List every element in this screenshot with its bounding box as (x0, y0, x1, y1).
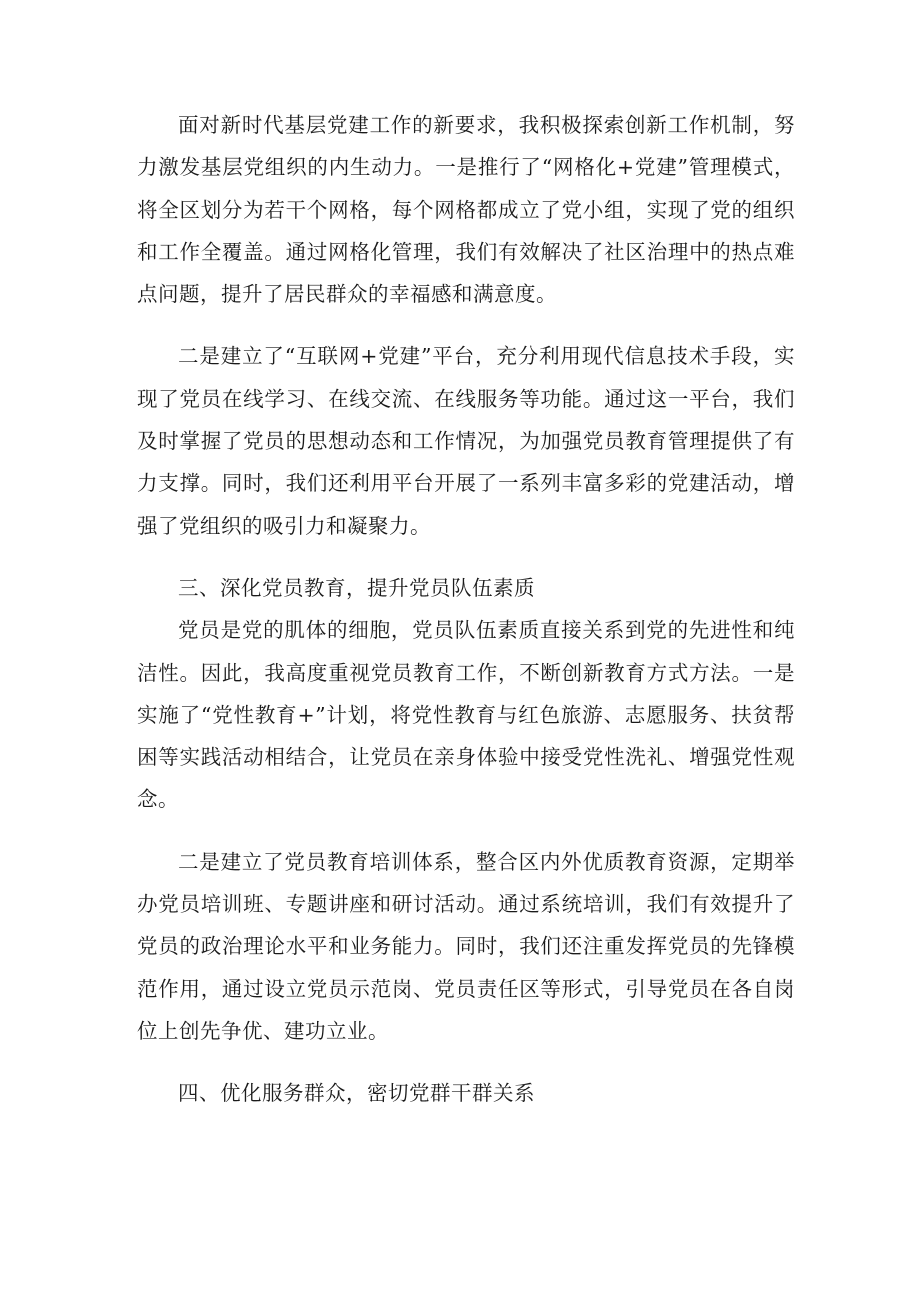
section-heading-3: 三、深化党员教育，提升党员队伍素质 (178, 575, 535, 600)
body-paragraph-2: 二是建立了“互联网+党建”平台，充分利用现代信息技术手段，实现了党员在线学习、在线交流、在线服务等功能。通过这一平台，我们及时掌握了党员的思想动态和工作情况，为加强党员教育管理提供了有力支撑。同时，我们还利用平台开展了一系列丰富多彩的党建活动，增强了党组织的吸引力和凝聚力。 (137, 344, 795, 538)
section-heading-4: 四、优化服务群众，密切党群干群关系 (178, 1081, 535, 1106)
body-paragraph-3: 党员是党的肌体的细胞，党员队伍素质直接关系到党的先进性和纯洁性。因此，我高度重视党员教育工作，不断创新教育方式方法。一是实施了“党性教育+”计划，将党性教育与红色旅游、志愿服务、扶贫帮困等实践活动相结合，让党员在亲身体验中接受党性洗礼、增强党性观念。 (137, 618, 795, 812)
body-paragraph-1: 面对新时代基层党建工作的新要求，我积极探索创新工作机制，努力激发基层党组织的内生动力。一是推行了“网格化+党建”管理模式，将全区划分为若干个网格，每个网格都成立了党小组，实现了党的组织和工作全覆盖。通过网格化管理，我们有效解决了社区治理中的热点难点问题，提升了居民群众的幸福感和满意度。 (137, 113, 795, 307)
body-paragraph-4: 二是建立了党员教育培训体系，整合区内外优质教育资源，定期举办党员培训班、专题讲座和研讨活动。通过系统培训，我们有效提升了党员的政治理论水平和业务能力。同时，我们还注重发挥党员的先锋模范作用，通过设立党员示范岗、党员责任区等形式，引导党员在各自岗位上创先争优、建功立业。 (137, 849, 795, 1043)
